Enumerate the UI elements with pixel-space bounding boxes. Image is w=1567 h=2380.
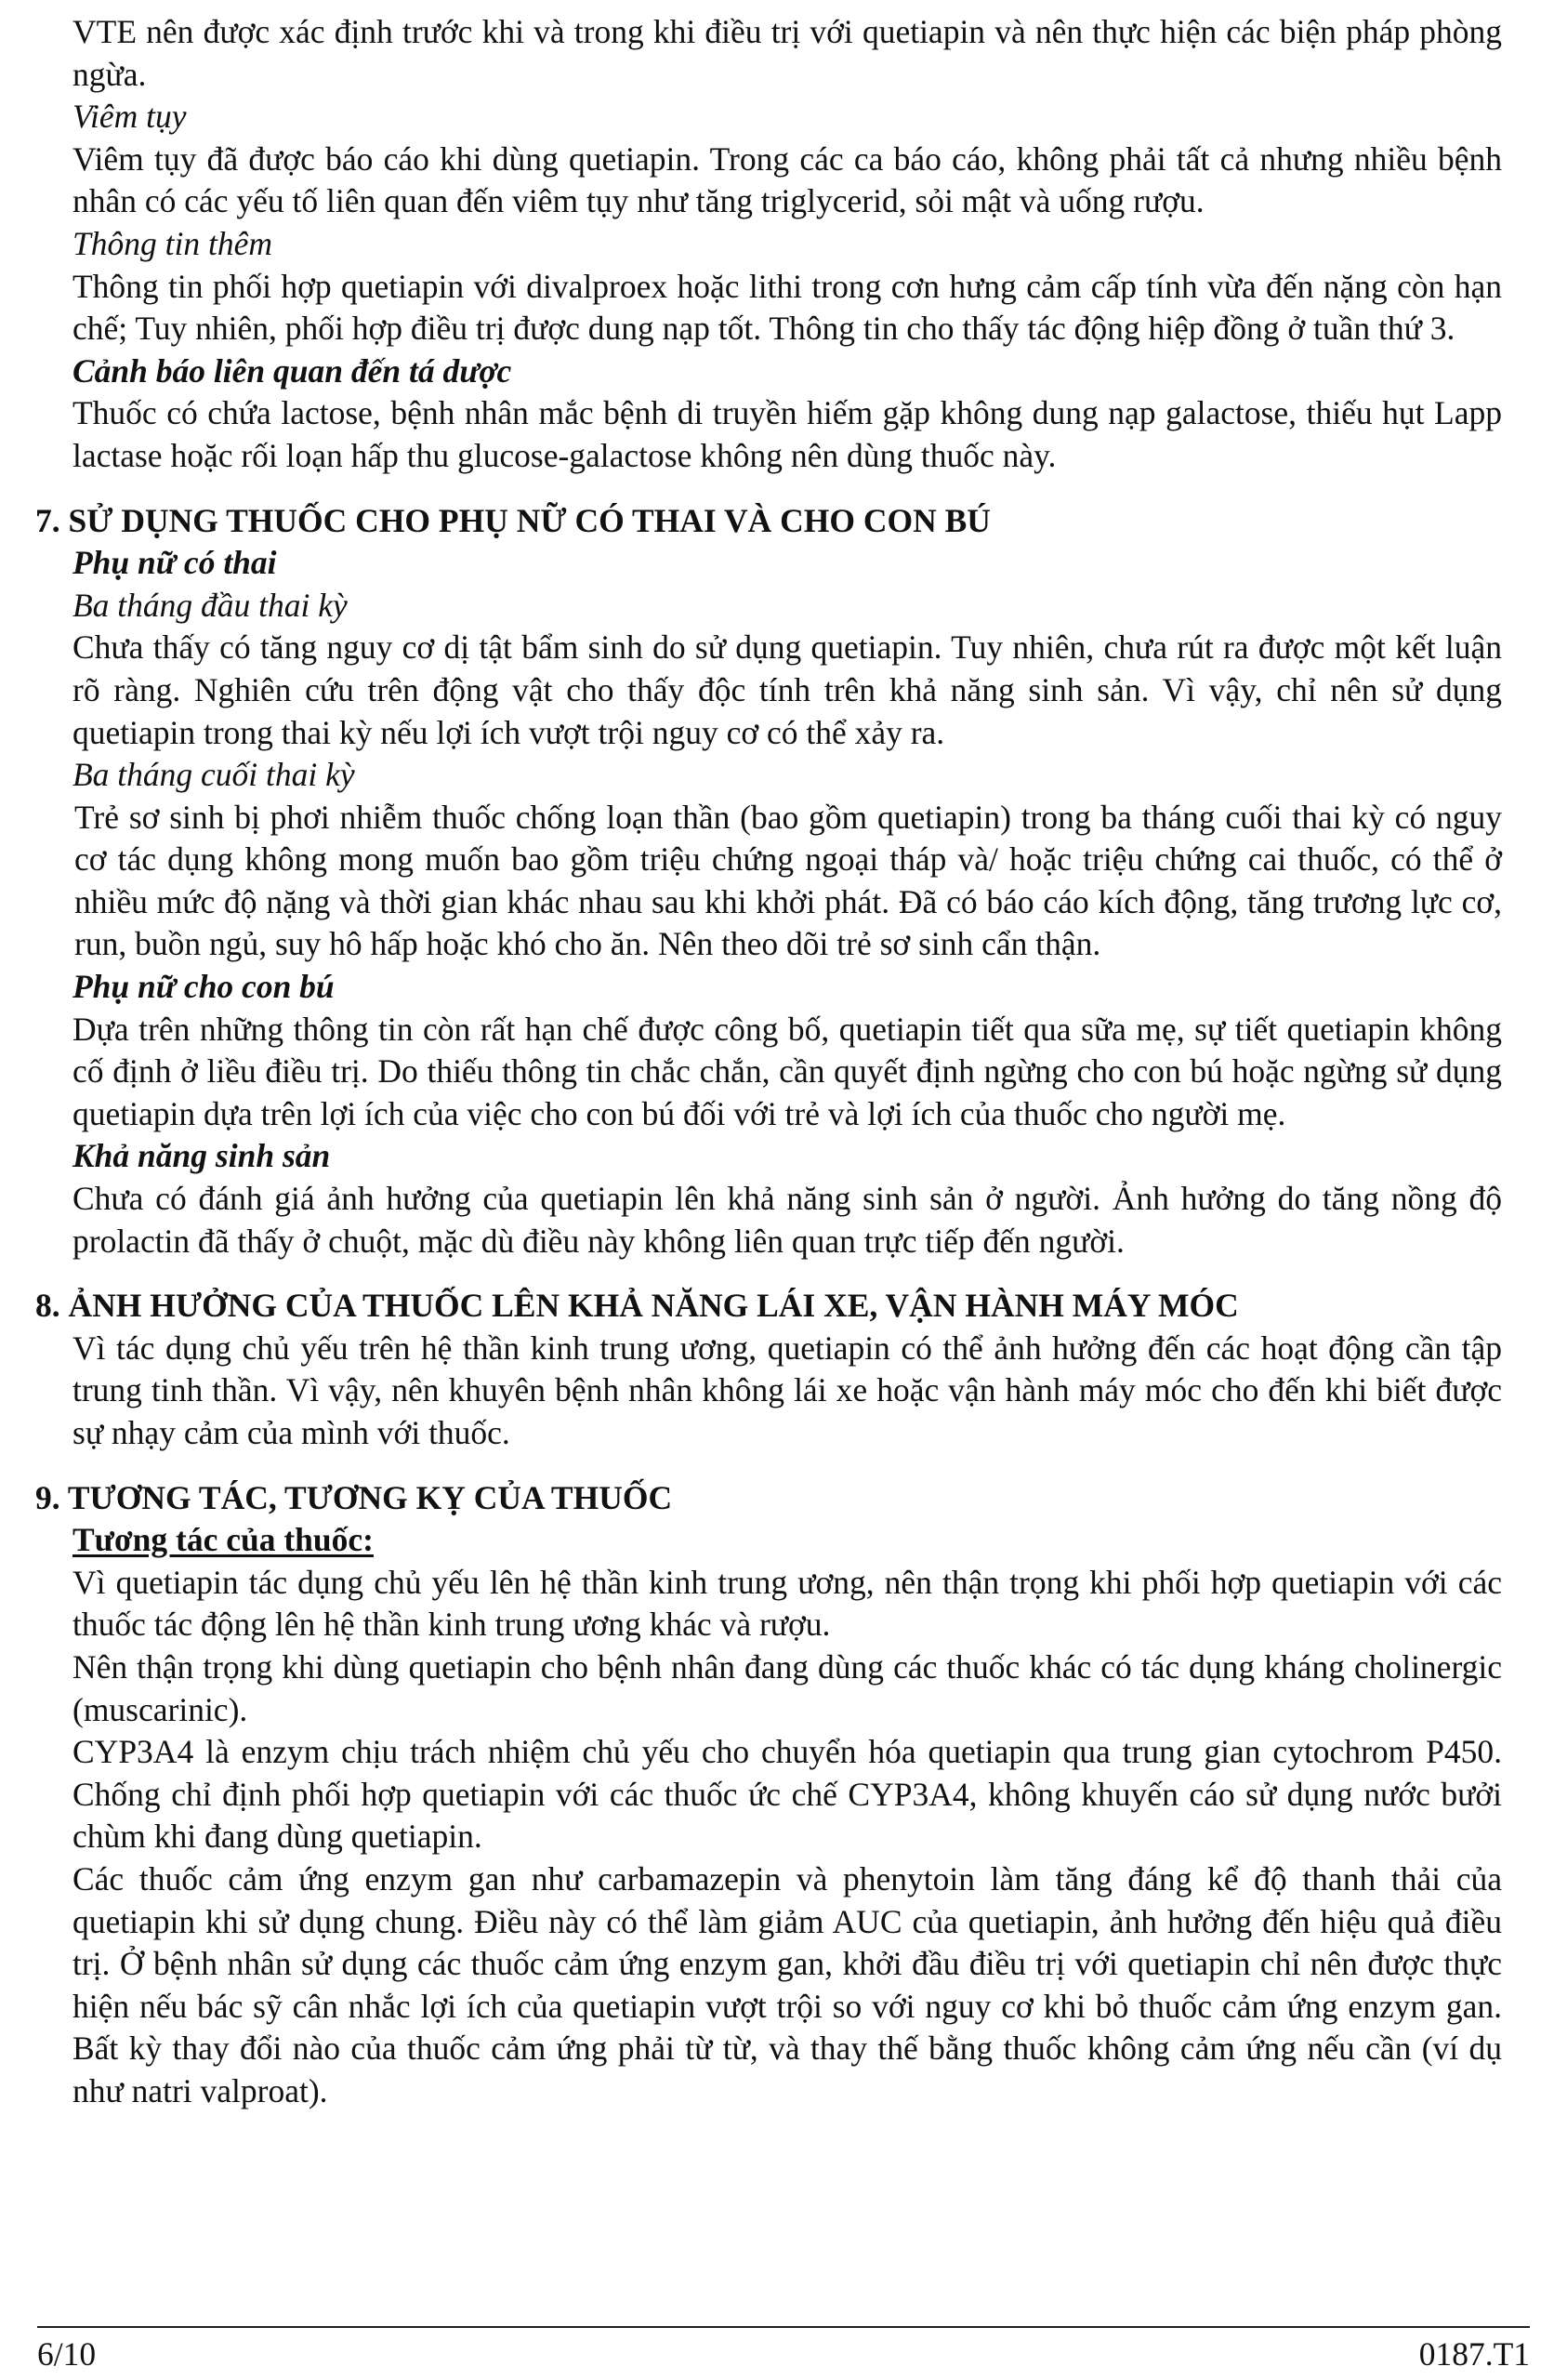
footer-rule	[37, 2326, 1530, 2328]
paragraph: Dựa trên những thông tin còn rất hạn chế được công bố, quetiapin tiết qua sữa mẹ, sự tiết quetiapin không cố định ở liều điều trị. Do thiếu thông tin chắc chắn, cần quyết định ngừng cho con bú hoặc ngừng sử dụng quetiapin dựa trên lợi ích của việc cho con bú đối với trẻ và lợi ích của thuốc cho người mẹ.	[72, 1010, 1502, 1132]
page-number: 6/10	[37, 2335, 97, 2373]
subheading-tuong-tac: Tương tác của thuốc:	[72, 1521, 374, 1559]
document-page	[35, 11, 1502, 2113]
paragraph: Viêm tụy đã được báo cáo khi dùng quetiapin. Trong các ca báo cáo, không phải tất cả nhưng nhiều bệnh nhân có các yếu tố liên quan đến viêm tụy như tăng triglycerid, sỏi mật và uống rượu.	[72, 139, 1502, 220]
subheading-thong-tin-them: Thông tin thêm	[72, 224, 272, 262]
section-8	[35, 1285, 1502, 1454]
document-code: 0187.T1	[1418, 2335, 1530, 2373]
subheading-ba-thang-dau: Ba tháng đầu thai kỳ	[72, 586, 348, 624]
paragraph: Các thuốc cảm ứng enzym gan như carbamazepin và phenytoin làm tăng đáng kể độ thanh thải của quetiapin khi sử dụng chung. Điều này có thể làm giảm AUC của quetiapin, ảnh hưởng đến hiệu quả điều trị. Ở bệnh nhân sử dụng các thuốc cảm ứng enzym gan, khởi đầu điều trị với quetiapin chỉ nên được thực hiện nếu bác sỹ cân nhắc lợi ích của quetiapin vượt trội so với nguy cơ khi bỏ thuốc cảm ứng enzym gan. Bất kỳ thay đổi nào của thuốc cảm ứng phải từ từ, và thay thế bằng thuốc không cảm ứng nếu cần (ví dụ như natri valproat).	[72, 1859, 1502, 2109]
paragraph: Chưa thấy có tăng nguy cơ dị tật bẩm sinh do sử dụng quetiapin. Tuy nhiên, chưa rút ra được một kết luận rõ ràng. Nghiên cứu trên động vật cho thấy độc tính trên khả năng sinh sản. Vì vậy, chỉ nên sử dụng quetiapin trong thai kỳ nếu lợi ích vượt trội nguy cơ có thể xảy ra.	[72, 628, 1502, 751]
paragraph: Vì tác dụng chủ yếu trên hệ thần kinh trung ương, quetiapin có thể ảnh hưởng đến các hoạt động cần tập trung tinh thần. Vì vậy, nên khuyên bệnh nhân không lái xe hoặc vận hành máy móc cho đến khi biết được sự nhạy cảm của mình với thuốc.	[72, 1329, 1502, 1451]
subheading-kha-nang-sinh-san: Khả năng sinh sản	[72, 1137, 331, 1175]
section-7	[35, 500, 1502, 1263]
section-title: 8. ẢNH HƯỞNG CỦA THUỐC LÊN KHẢ NĂNG LÁI XE, VẬN HÀNH MÁY MÓC	[35, 1287, 1239, 1325]
section-title: 9. TƯƠNG TÁC, TƯƠNG KỴ CỦA THUỐC	[35, 1478, 673, 1516]
paragraph: Thông tin phối hợp quetiapin với divalproex hoặc lithi trong cơn hưng cảm cấp tính vừa đến nặng còn hạn chế; Tuy nhiên, phối hợp điều trị được dung nạp tốt. Thông tin cho thấy tác động hiệp đồng ở tuần thứ 3.	[72, 267, 1502, 348]
paragraph: Chưa có đánh giá ảnh hưởng của quetiapin lên khả năng sinh sản ở người. Ảnh hưởng do tăng nồng độ prolactin đã thấy ở chuột, mặc dù điều này không liên quan trực tiếp đến người.	[72, 1180, 1502, 1260]
paragraph: VTE nên được xác định trước khi và trong khi điều trị với quetiapin và nên thực hiện các biện pháp phòng ngừa.	[72, 13, 1502, 93]
section-9	[35, 1477, 1502, 2113]
paragraph: Trẻ sơ sinh bị phơi nhiễm thuốc chống loạn thần (bao gồm quetiapin) trong ba tháng cuối thai kỳ có nguy cơ tác dụng không mong muốn bao gồm triệu chứng ngoại tháp và/ hoặc triệu chứng cai thuốc, có thể ở nhiều mức độ nặng và thời gian khác nhau sau khi khởi phát. Đã có báo cáo kích động, tăng trương lực cơ, run, buồn ngủ, suy hô hấp hoặc khó cho ăn. Nên theo dõi trẻ sơ sinh cẩn thận.	[74, 798, 1502, 963]
page-footer	[37, 2334, 1530, 2375]
section-title: 7. SỬ DỤNG THUỐC CHO PHỤ NỮ CÓ THAI VÀ CHO CON BÚ	[35, 501, 991, 539]
paragraph: CYP3A4 là enzym chịu trách nhiệm chủ yếu cho chuyển hóa quetiapin qua trung gian cytochrom P450. Chống chỉ định phối hợp quetiapin với các thuốc ức chế CYP3A4, không khuyến cáo sử dụng nước bưởi chùm khi đang dùng quetiapin.	[72, 1733, 1502, 1856]
subheading-canh-bao: Cảnh báo liên quan đến tá dược	[72, 351, 512, 390]
paragraph: Vì quetiapin tác dụng chủ yếu lên hệ thần kinh trung ương, nên thận trọng khi phối hợp quetiapin với các thuốc tác động lên hệ thần kinh trung ương khác và rượu.	[72, 1563, 1502, 1644]
subheading-phu-nu-cho-con-bu: Phụ nữ cho con bú	[72, 968, 335, 1006]
subheading-viem-tuy: Viêm tụy	[72, 98, 187, 136]
subheading-ba-thang-cuoi: Ba tháng cuối thai kỳ	[72, 756, 355, 794]
paragraph: Thuốc có chứa lactose, bệnh nhân mắc bệnh di truyền hiếm gặp không dung nạp galactose, thiếu hụt Lapp lactase hoặc rối loạn hấp thu glucose-galactose không nên dùng thuốc này.	[72, 394, 1502, 474]
paragraph: Nên thận trọng khi dùng quetiapin cho bệnh nhân đang dùng các thuốc khác có tác dụng kháng cholinergic (muscarinic).	[72, 1647, 1502, 1728]
subheading-phu-nu-co-thai: Phụ nữ có thai	[72, 544, 277, 582]
